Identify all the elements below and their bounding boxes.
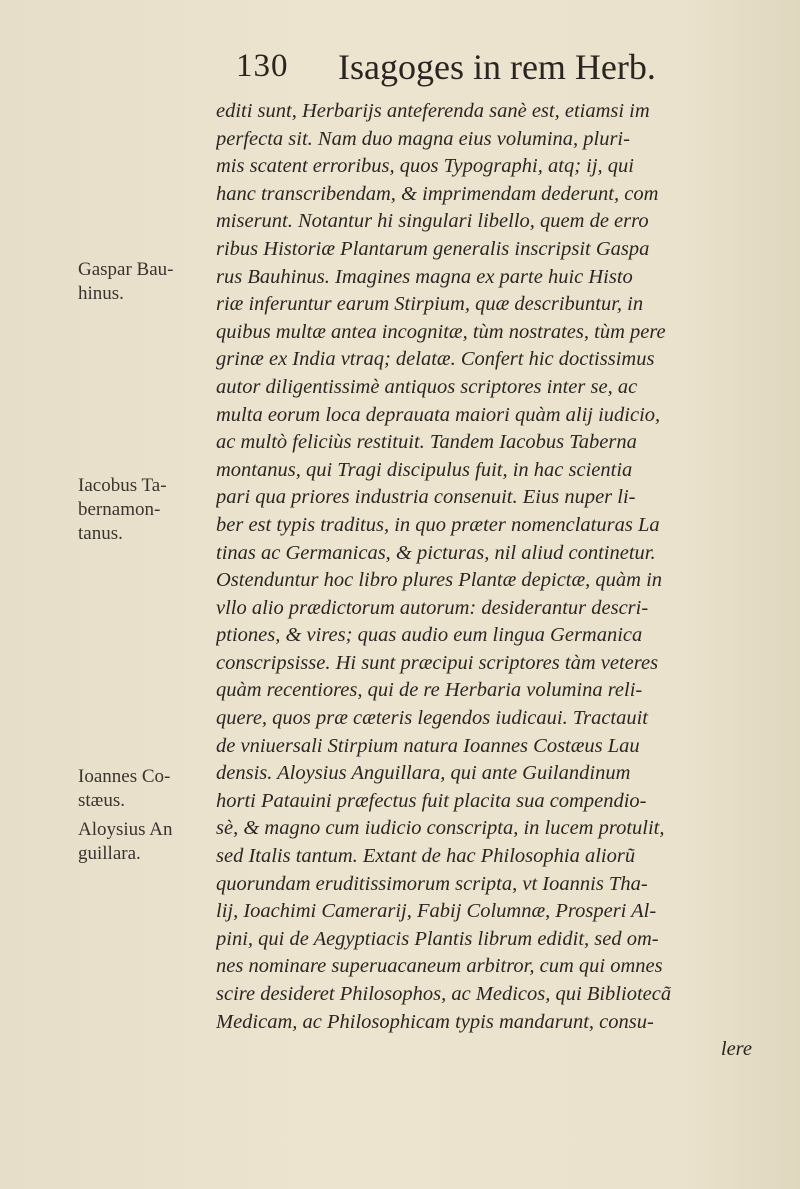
text-line: perfecta sit. Nam duo magna eius volumina, pluri-: [216, 127, 630, 150]
margin-note-iacobus-tabernamontanus: [78, 474, 208, 546]
text-line: Ostenduntur hoc libro plures Plantæ depictæ, quàm in: [216, 569, 663, 592]
margin-note-line: hinus.: [78, 283, 124, 304]
running-head: Isagoges in rem Herb.: [338, 47, 656, 87]
text-line: quorundam eruditissimorum scripta, vt Ioannis Tha-: [216, 872, 648, 895]
text-line: vllo alio prædictorum autorum: desiderantur descri-: [216, 596, 649, 619]
text-line: riæ inferuntur earum Stirpium, quæ describuntur, in: [216, 293, 644, 316]
text-line: editi sunt, Herbarijs anteferenda sanè est, etiamsi im: [216, 100, 650, 122]
margin-note-line: Ioannes Co-: [78, 766, 171, 787]
text-line: rus Bauhinus. Imagines magna ex parte huic Histo: [216, 265, 633, 288]
text-line: ptiones, & vires; quas audio eum lingua Germanica: [216, 624, 643, 647]
text-line: conscripsisse. Hi sunt præcipui scriptores tàm veteres: [216, 651, 659, 674]
margin-note-line: bernamon-: [78, 499, 161, 520]
text-line: autor diligentissimè antiquos scriptores inter se, ac: [216, 375, 638, 398]
text-line: hanc transcribendam, & imprimendam dederunt, com: [216, 182, 659, 205]
text-line: Medicam, ac Philosophicam typis mandarunt, consu-: [216, 1010, 654, 1033]
margin-note-line: guillara.: [78, 843, 141, 864]
margin-note-line: Aloysius An: [78, 819, 173, 840]
text-line: densis. Aloysius Anguillara, qui ante Guilandinum: [216, 762, 631, 785]
text-line: multa eorum loca deprauata maiori quàm alij iudicio,: [216, 403, 661, 426]
text-line: sed Italis tantum. Extant de hac Philosophia aliorũ: [216, 845, 636, 868]
main-text-block: [216, 98, 772, 1064]
text-line: nes nominare superuacaneum arbitror, cum qui omnes: [216, 955, 663, 978]
text-line: miserunt. Notantur hi singulari libello, quem de erro: [216, 210, 649, 233]
text-line: quibus multæ antea incognitæ, tùm nostrates, tùm pere: [216, 320, 666, 343]
text-line: grinæ ex India vtraq; delatæ. Confert hic doctissimus: [216, 348, 655, 371]
text-line: mis scatent erroribus, quos Typographi, atq; ij, qui: [216, 155, 634, 178]
text-line: de vniuersali Stirpium natura Ioannes Costæus Lau: [216, 734, 640, 757]
text-line: ac multò feliciùs restituit. Tandem Iacobus Taberna: [216, 431, 637, 454]
text-line: scire desideret Philosophos, ac Medicos, qui Bibliotecã: [216, 983, 672, 1005]
page-number: 130: [236, 48, 289, 84]
text-line: sè, & magno cum iudicio conscripta, in lucem protulit,: [216, 817, 665, 840]
page-header: [200, 44, 760, 94]
margin-note-line: Gaspar Bau-: [78, 259, 174, 280]
margin-note-gaspar-bauhinus: [78, 258, 208, 306]
text-line: horti Patauini præfectus fuit placita sua compendio-: [216, 789, 647, 812]
text-line: tinas ac Germanicas, & picturas, nil aliud continetur.: [216, 541, 656, 564]
text-line: quere, quos præ cæteris legendos iudicaui. Tractauit: [216, 707, 649, 730]
text-line-catchword: lere: [720, 1038, 752, 1061]
text-line: quàm recentiores, qui de re Herbaria volumina reli-: [216, 679, 643, 702]
text-line: ribus Historiæ Plantarum generalis inscripsit Gaspa: [216, 237, 650, 260]
margin-note-aloysius-anguillara: [78, 818, 208, 866]
text-line: montanus, qui Tragi discipulus fuit, in hac scientia: [216, 458, 633, 481]
margin-note-line: Iacobus Ta-: [78, 475, 167, 496]
margin-note-line: stæus.: [78, 790, 125, 811]
text-line: pari qua priores industria consenuit. Eius nuper li-: [216, 486, 636, 509]
margin-note-line: tanus.: [78, 523, 123, 544]
margin-note-ioannes-costaeus: [78, 765, 208, 813]
text-line: ber est typis traditus, in quo præter nomenclaturas La: [216, 513, 660, 536]
text-line: lij, Ioachimi Camerarij, Fabij Columnæ, Prosperi Al-: [216, 900, 657, 923]
text-line: pini, qui de Aegyptiacis Plantis librum edidit, sed om-: [216, 927, 659, 950]
